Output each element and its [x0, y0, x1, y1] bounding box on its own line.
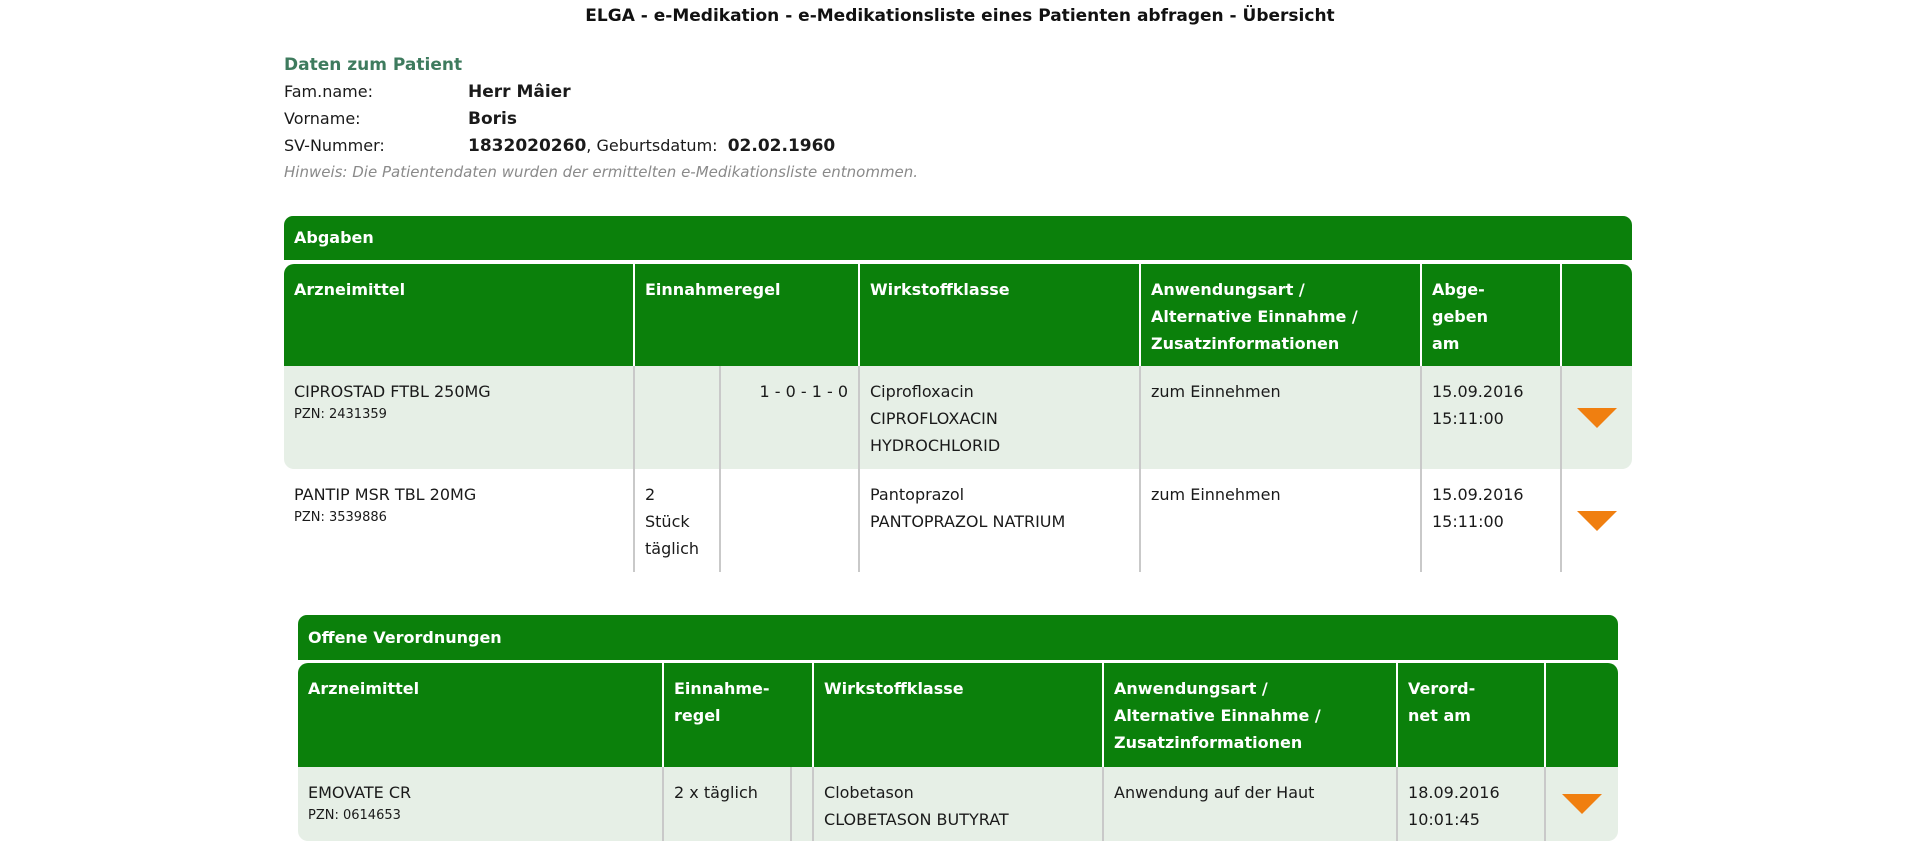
drug-cell — [284, 469, 635, 572]
verordnungen-section-header — [298, 615, 1618, 660]
col-header-drug: Arzneimittel — [284, 264, 635, 366]
birth-date-value: 02.02.1960 — [727, 136, 836, 156]
family-name-row — [284, 78, 918, 105]
drug-pzn: PZN: 3539886 — [294, 510, 387, 525]
drug-name: EMOVATE CR — [308, 783, 412, 802]
expand-cell — [1562, 469, 1632, 572]
col-header-usage: Anwendungsart / Alternative Einnahme / Zusatzinformationen — [1104, 663, 1398, 767]
sv-number-row — [284, 132, 918, 159]
first-name-row — [284, 105, 918, 132]
table-row — [284, 469, 1632, 572]
first-name-value: Boris — [468, 109, 517, 129]
expand-arrow-icon[interactable] — [1562, 794, 1602, 814]
first-name-label: Vorname: — [284, 109, 361, 128]
drug-cell — [298, 767, 664, 841]
rule-schema-cell — [721, 469, 860, 572]
verordnungen-table — [298, 663, 1618, 841]
rule-text-cell: 2 Stück täglich — [635, 469, 721, 572]
sv-number-value: 1832020260 — [468, 136, 587, 156]
page-title: ELGA - e-Medikation - e-Medikationsliste eines Patienten abfragen - Übersicht — [585, 6, 1335, 26]
expand-arrow-icon[interactable] — [1577, 511, 1617, 531]
expand-cell — [1562, 366, 1632, 469]
rule-text-cell: 2 x täglich — [664, 767, 792, 841]
col-header-drug: Arzneimittel — [298, 663, 664, 767]
drug-name: PANTIP MSR TBL 20MG — [294, 485, 477, 504]
patient-info — [284, 52, 918, 185]
birth-date-label: , Geburtsdatum: — [586, 136, 718, 155]
rule-schema-cell: 1 - 0 - 1 - 0 — [721, 366, 860, 469]
col-header-rule: Einnahmeregel — [635, 264, 860, 366]
family-name-label: Fam.name: — [284, 82, 373, 101]
date-cell: 15.09.2016 15:11:00 — [1422, 366, 1562, 469]
table-row — [284, 366, 1632, 469]
family-name-value: Herr Mâier — [468, 82, 571, 102]
col-header-prescribed-at: Verord- net am — [1398, 663, 1546, 767]
table-row — [298, 767, 1618, 841]
sv-number-label: SV-Nummer: — [284, 136, 385, 155]
drug-pzn: PZN: 0614653 — [308, 808, 401, 823]
class-cell: Clobetason CLOBETASON BUTYRAT — [814, 767, 1104, 841]
class-cell: Ciprofloxacin CIPROFLOXACIN HYDROCHLORID — [860, 366, 1141, 469]
usage-cell: zum Einnehmen — [1141, 366, 1422, 469]
date-cell: 15.09.2016 15:11:00 — [1422, 469, 1562, 572]
col-header-rule: Einnahme- regel — [664, 663, 814, 767]
drug-name: CIPROSTAD FTBL 250MG — [294, 382, 491, 401]
expand-cell — [1546, 767, 1618, 841]
date-cell: 18.09.2016 10:01:45 — [1398, 767, 1546, 841]
abgaben-title: Abgaben — [294, 228, 374, 247]
col-header-dispensed-at: Abge- geben am — [1422, 264, 1562, 366]
patient-section-title: Daten zum Patient — [284, 55, 463, 75]
col-header-actions — [1562, 264, 1632, 366]
col-header-class: Wirkstoffklasse — [814, 663, 1104, 767]
class-cell: Pantoprazol PANTOPRAZOL NATRIUM — [860, 469, 1141, 572]
abgaben-section-header — [284, 216, 1632, 260]
rule-schema-cell — [792, 767, 814, 841]
drug-pzn: PZN: 2431359 — [294, 407, 387, 422]
abgaben-table — [284, 264, 1632, 572]
col-header-usage: Anwendungsart / Alternative Einnahme / Zusatzinformationen — [1141, 264, 1422, 366]
drug-cell — [284, 366, 635, 469]
col-header-class: Wirkstoffklasse — [860, 264, 1141, 366]
usage-cell: Anwendung auf der Haut — [1104, 767, 1398, 841]
patient-hint: Hinweis: Die Patientendaten wurden der ermittelten e-Medikationsliste entnommen. — [284, 163, 919, 181]
usage-cell: zum Einnehmen — [1141, 469, 1422, 572]
col-header-actions — [1546, 663, 1618, 767]
verordnungen-title: Offene Verordnungen — [308, 628, 502, 647]
expand-arrow-icon[interactable] — [1577, 408, 1617, 428]
rule-text-cell — [635, 366, 721, 469]
